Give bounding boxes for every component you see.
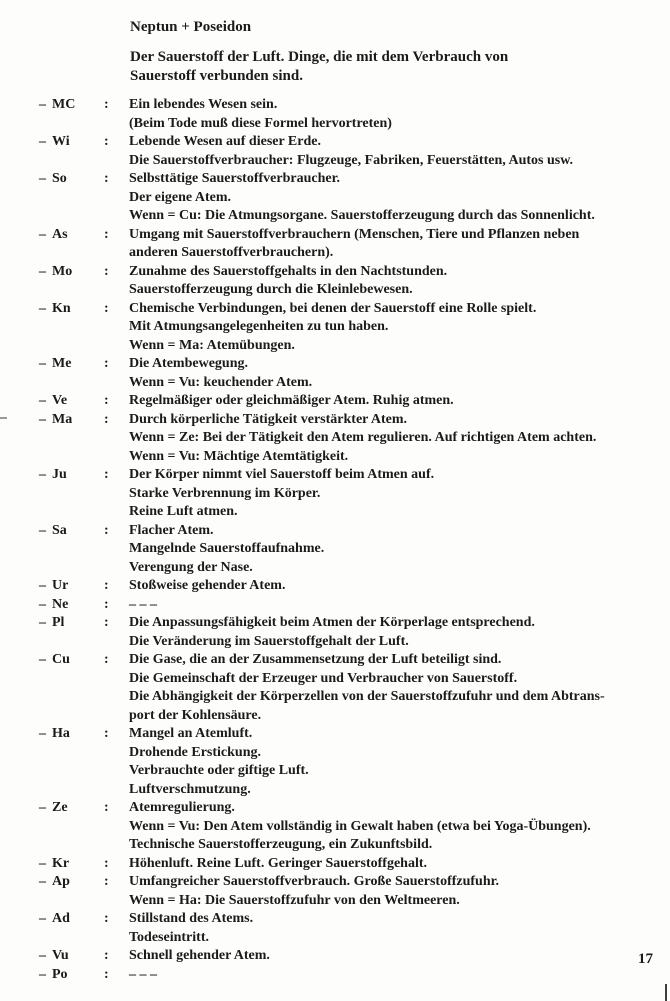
entry-colon: :	[104, 726, 109, 741]
entry-colon: :	[104, 226, 109, 242]
entry-term: Ne	[52, 596, 69, 612]
entry-key	[0, 355, 104, 374]
entry-colon: :	[104, 393, 109, 408]
entry-dash: –	[39, 356, 46, 371]
entry-lines	[129, 411, 670, 467]
entry-line: Mit Atmungsangelegenheiten zu tun haben.	[129, 319, 389, 334]
entry-line: Verbrauchte oder giftige Luft.	[129, 763, 309, 778]
entry-dash: –	[39, 467, 46, 482]
entry-colon: :	[104, 855, 109, 871]
entry-line: Drohende Erstickung.	[129, 744, 261, 760]
entry-lines	[129, 873, 670, 910]
entry-key	[0, 614, 104, 633]
entry-row	[0, 392, 670, 411]
entry-line: Der eigene Atem.	[129, 189, 231, 205]
page-number: 17	[638, 951, 653, 967]
entry-line: Höhenluft. Reine Luft. Geringer Sauerstoffgehalt.	[129, 855, 427, 871]
entry-line: Ein lebendes Wesen sein.	[129, 97, 278, 112]
entry-lines	[129, 392, 670, 411]
entry-dash: –	[39, 578, 46, 593]
entry-line: Regelmäßiger oder gleichmäßiger Atem. Ruhig atmen.	[129, 393, 454, 408]
entry-row	[0, 947, 670, 966]
entry-dash: –	[39, 800, 46, 815]
entry-lines	[129, 910, 670, 947]
entry-key	[0, 855, 104, 874]
entry-lines	[129, 614, 670, 651]
entry-key	[0, 392, 104, 411]
entry-line: Atemregulierung.	[129, 800, 235, 815]
entry-lines	[129, 355, 670, 392]
entry-key	[0, 947, 104, 966]
entry-key	[0, 466, 104, 485]
entry-term: As	[52, 226, 68, 242]
entry-term: Me	[52, 356, 72, 371]
entry-line: Schnell gehender Atem.	[129, 948, 270, 963]
entry-lines	[129, 577, 670, 596]
scan-artifact-left-tick	[0, 417, 7, 419]
entry-colon: :	[104, 596, 109, 612]
entry-line: – – –	[129, 596, 157, 612]
page-header	[130, 19, 560, 85]
entry-dash: –	[39, 134, 46, 149]
entry-line: Mangel an Atemluft.	[129, 726, 253, 741]
entry-term: Ad	[52, 911, 70, 926]
entry-colon: :	[104, 874, 109, 889]
entry-row	[0, 873, 670, 910]
entry-dash: –	[39, 263, 46, 279]
entry-term: Ze	[52, 800, 68, 815]
entry-term: So	[52, 171, 67, 186]
entry-key	[0, 96, 104, 115]
page-subtitle: Der Sauerstoff der Luft. Dinge, die mit dem Verbrauch von Sauerstoff verbunden sind.	[130, 49, 509, 84]
entry-dash: –	[39, 226, 46, 242]
entry-row	[0, 596, 670, 615]
entry-term: Kr	[52, 855, 70, 871]
entry-lines	[129, 725, 670, 799]
entry-line: Stillstand des Atems.	[129, 911, 254, 926]
entry-key	[0, 522, 104, 541]
entry-line: Wenn = Vu: keuchender Atem.	[129, 374, 313, 390]
entry-lines	[129, 133, 670, 170]
entry-row	[0, 411, 670, 467]
entry-lines	[129, 300, 670, 356]
entry-lines	[129, 799, 670, 855]
entry-colon: :	[104, 911, 109, 926]
entry-line: Der Körper nimmt viel Sauerstoff beim Atmen auf.	[129, 467, 435, 482]
entry-line: Wenn = Vu: Mächtige Atemtätigkeit.	[129, 448, 349, 464]
entry-colon: :	[104, 97, 109, 112]
entry-term: Wi	[52, 134, 70, 149]
entry-line: Sauerstofferzeugung durch die Kleinlebewesen.	[129, 282, 413, 297]
entry-line: Die Anpassungsfähigkeit beim Atmen der Körperlage entsprechend.	[129, 615, 535, 630]
entry-line: Die Gase, die an der Zusammensetzung der Luft beteiligt sind.	[129, 652, 502, 667]
entry-line: Wenn = Vu: Den Atem vollständig in Gewalt haben (etwa bei Yoga-Übungen).	[129, 818, 591, 834]
entry-line: Umfangreicher Sauerstoffverbrauch. Große Sauerstoffzufuhr.	[129, 874, 500, 889]
entry-row	[0, 263, 670, 300]
entry-line: Umgang mit Sauerstoffverbrauchern (Menschen, Tiere und Pflanzen neben	[129, 226, 580, 242]
entry-row	[0, 651, 670, 725]
entry-row	[0, 133, 670, 170]
entry-lines	[129, 651, 670, 725]
entry-term: Po	[52, 966, 68, 982]
entry-line: (Beim Tode muß diese Formel hervortreten)	[129, 115, 392, 131]
entry-key	[0, 725, 104, 744]
entry-term: Ha	[52, 726, 70, 741]
entry-term: Ve	[52, 393, 68, 408]
entry-lines	[129, 466, 670, 522]
scan-artifact-right-line	[665, 984, 667, 1001]
entry-line: Die Veränderung im Sauerstoffgehalt der Luft.	[129, 633, 409, 649]
entry-line: Technische Sauerstofferzeugung, ein Zukunftsbild.	[129, 837, 433, 852]
entry-row	[0, 966, 670, 985]
entry-key	[0, 873, 104, 892]
entry-row	[0, 910, 670, 947]
entry-row	[0, 522, 670, 578]
entry-lines	[129, 966, 670, 985]
entry-colon: :	[104, 134, 109, 149]
entry-dash: –	[39, 171, 46, 186]
entry-row	[0, 170, 670, 226]
entry-line: Luftverschmutzung.	[129, 781, 251, 797]
entry-line: Wenn = Ha: Die Sauerstoffzufuhr von den Weltmeeren.	[129, 892, 460, 908]
entry-line: Lebende Wesen auf dieser Erde.	[129, 134, 321, 149]
entry-line: – – –	[129, 966, 157, 982]
entry-term: MC	[52, 97, 76, 112]
entry-term: Ma	[52, 411, 73, 427]
entry-colon: :	[104, 263, 109, 279]
entry-colon: :	[104, 966, 109, 982]
entry-key	[0, 577, 104, 596]
entry-key	[0, 300, 104, 319]
entry-line: anderen Sauerstoffverbrauchern).	[129, 245, 334, 260]
entry-row	[0, 577, 670, 596]
entry-line: Selbsttätige Sauerstoffverbraucher.	[129, 171, 341, 186]
entry-key	[0, 966, 104, 985]
entry-line: Starke Verbrennung im Körper.	[129, 485, 321, 501]
entry-key	[0, 651, 104, 670]
entry-colon: :	[104, 948, 109, 963]
entry-line: port der Kohlensäure.	[129, 707, 262, 723]
entry-dash: –	[39, 300, 46, 316]
entry-colon: :	[104, 522, 109, 538]
entry-line: Wenn = Ze: Bei der Tätigkeit den Atem regulieren. Auf richtigen Atem achten.	[129, 430, 597, 445]
entry-dash: –	[39, 966, 46, 982]
entry-term: Vu	[52, 948, 69, 963]
entry-key	[0, 910, 104, 929]
entry-line: Durch körperliche Tätigkeit verstärkter Atem.	[129, 411, 408, 427]
entry-colon: :	[104, 467, 109, 482]
entry-key	[0, 170, 104, 189]
entry-colon: :	[104, 300, 109, 316]
entry-row	[0, 855, 670, 874]
entry-line: Verengung der Nase.	[129, 559, 253, 575]
entry-lines	[129, 170, 670, 226]
entry-dash: –	[39, 911, 46, 926]
entry-line: Zunahme des Sauerstoffgehalts in den Nachtstunden.	[129, 263, 448, 279]
entry-dash: –	[39, 855, 46, 871]
entry-row	[0, 614, 670, 651]
entry-dash: –	[39, 393, 46, 408]
entry-line: Wenn = Cu: Die Atmungsorgane. Sauerstofferzeugung durch das Sonnenlicht.	[129, 208, 595, 223]
entry-line: Flacher Atem.	[129, 522, 214, 538]
entry-row	[0, 725, 670, 799]
entry-colon: :	[104, 171, 109, 186]
entry-term: Ur	[52, 578, 69, 593]
entry-line: Reine Luft atmen.	[129, 504, 238, 519]
entry-term: Mo	[52, 263, 73, 279]
entry-key	[0, 799, 104, 818]
entry-dash: –	[39, 596, 46, 612]
entry-term: Ap	[52, 874, 70, 889]
entry-term: Ju	[52, 467, 67, 482]
entry-row	[0, 96, 670, 133]
entry-colon: :	[104, 578, 109, 593]
entry-line: Die Sauerstoffverbraucher: Flugzeuge, Fabriken, Feuerstätten, Autos usw.	[129, 152, 574, 168]
entry-term: Cu	[52, 652, 70, 667]
entry-line: Wenn = Ma: Atemübungen.	[129, 337, 295, 353]
entry-line: Die Atembewegung.	[129, 356, 248, 371]
entry-dash: –	[39, 652, 46, 667]
entry-lines	[129, 596, 670, 615]
entry-lines	[129, 263, 670, 300]
entry-line: Todeseintritt.	[129, 929, 209, 945]
entry-key	[0, 133, 104, 152]
entry-dash: –	[39, 411, 46, 427]
entry-term: Pl	[52, 615, 65, 630]
entry-key	[0, 411, 104, 430]
entry-row	[0, 466, 670, 522]
entry-dash: –	[39, 726, 46, 741]
entry-key	[0, 263, 104, 282]
entry-colon: :	[104, 356, 109, 371]
entry-lines	[129, 522, 670, 578]
entry-key	[0, 596, 104, 615]
entry-dash: –	[39, 948, 46, 963]
entry-lines	[129, 96, 670, 133]
entries	[0, 96, 670, 984]
entry-colon: :	[104, 652, 109, 667]
entry-colon: :	[104, 615, 109, 630]
entry-lines	[129, 947, 670, 966]
entry-colon: :	[104, 800, 109, 815]
entry-colon: :	[104, 411, 109, 427]
entry-line: Chemische Verbindungen, bei denen der Sauerstoff eine Rolle spielt.	[129, 300, 537, 316]
page-title: Neptun + Poseidon	[130, 19, 252, 35]
entry-line: Mangelnde Sauerstoffaufnahme.	[129, 541, 325, 556]
entry-row	[0, 226, 670, 263]
entry-dash: –	[39, 615, 46, 630]
entry-key	[0, 226, 104, 245]
entry-term: Sa	[52, 522, 67, 538]
entry-row	[0, 799, 670, 855]
entry-line: Die Abhängigkeit der Körperzellen von der Sauerstoffzufuhr und dem Abtrans-	[129, 689, 605, 704]
entry-dash: –	[39, 97, 46, 112]
entry-line: Die Gemeinschaft der Erzeuger und Verbraucher von Sauerstoff.	[129, 670, 518, 686]
entry-lines	[129, 855, 670, 874]
entry-term: Kn	[52, 300, 71, 316]
entry-row	[0, 355, 670, 392]
entry-line: Stoßweise gehender Atem.	[129, 578, 286, 593]
entry-lines	[129, 226, 670, 263]
entry-dash: –	[39, 874, 46, 889]
entry-row	[0, 300, 670, 356]
entry-dash: –	[39, 522, 46, 538]
